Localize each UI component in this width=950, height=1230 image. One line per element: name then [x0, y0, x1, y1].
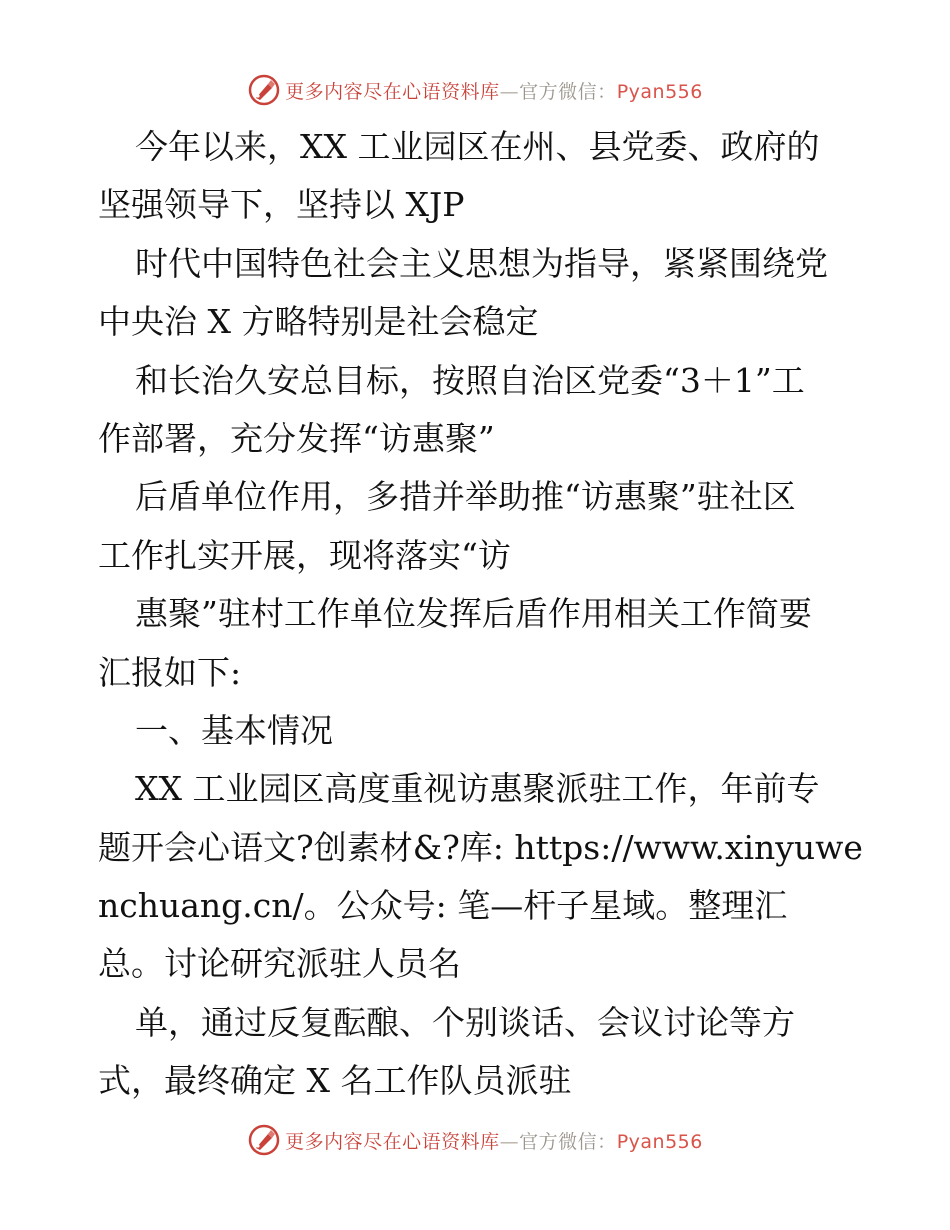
body-line: 题开会心语文?创素材&?库: https://www.xinyuwe [98, 827, 863, 867]
pen-nib-logo-icon [247, 73, 281, 107]
pen-nib-logo-icon [247, 1123, 281, 1157]
body-line: 工作扎实开展，现将落实“访 [98, 535, 511, 575]
body-line: 和长治久安总目标，按照自治区党委“3＋1”工 [135, 360, 805, 400]
watermark-text [285, 77, 703, 104]
document-body [98, 118, 863, 1111]
body-line: 惠聚”驻村工作单位发挥后盾作用相关工作简要 [135, 594, 812, 634]
body-line: 一、基本情况 [135, 710, 333, 750]
body-line: 坚强领导下，坚持以 XJP [98, 185, 465, 225]
watermark-site: 更多内容尽在心语资料库 [285, 80, 500, 103]
watermark-text [285, 1127, 703, 1154]
body-line: 单，通过反复酝酿、个别谈话、会议讨论等方 [135, 1002, 795, 1042]
watermark-label: 官方微信： [519, 1130, 617, 1153]
watermark-site: 更多内容尽在心语资料库 [285, 1130, 500, 1153]
body-line: 汇报如下: [98, 652, 242, 692]
body-line: 作部署，充分发挥“访惠聚” [98, 418, 495, 458]
body-line: 今年以来，XX 工业园区在州、县党委、政府的 [135, 127, 820, 166]
body-line: 式，最终确定 X 名工作队员派驻 [98, 1061, 572, 1101]
header-watermark [0, 70, 950, 110]
watermark-wechat-id: Pyan556 [616, 1130, 703, 1153]
body-line: 中央治 X 方略特别是社会稳定 [98, 302, 539, 342]
watermark-label: 官方微信： [519, 80, 617, 103]
watermark-separator: — [499, 1130, 520, 1153]
body-line: 时代中国特色社会主义思想为指导，紧紧围绕党 [135, 243, 828, 283]
footer-watermark [0, 1120, 950, 1160]
body-line: XX 工业园区高度重视访惠聚派驻工作，年前专 [135, 769, 820, 809]
body-line: 总。讨论研究派驻人员名 [98, 944, 461, 984]
body-line: nchuang.cn/。公众号: 笔—杆子星域。整理汇 [98, 886, 788, 926]
watermark-wechat-id: Pyan556 [616, 80, 703, 103]
body-line: 后盾单位作用，多措并举助推“访惠聚”驻社区 [135, 477, 796, 517]
watermark-separator: — [499, 80, 520, 103]
